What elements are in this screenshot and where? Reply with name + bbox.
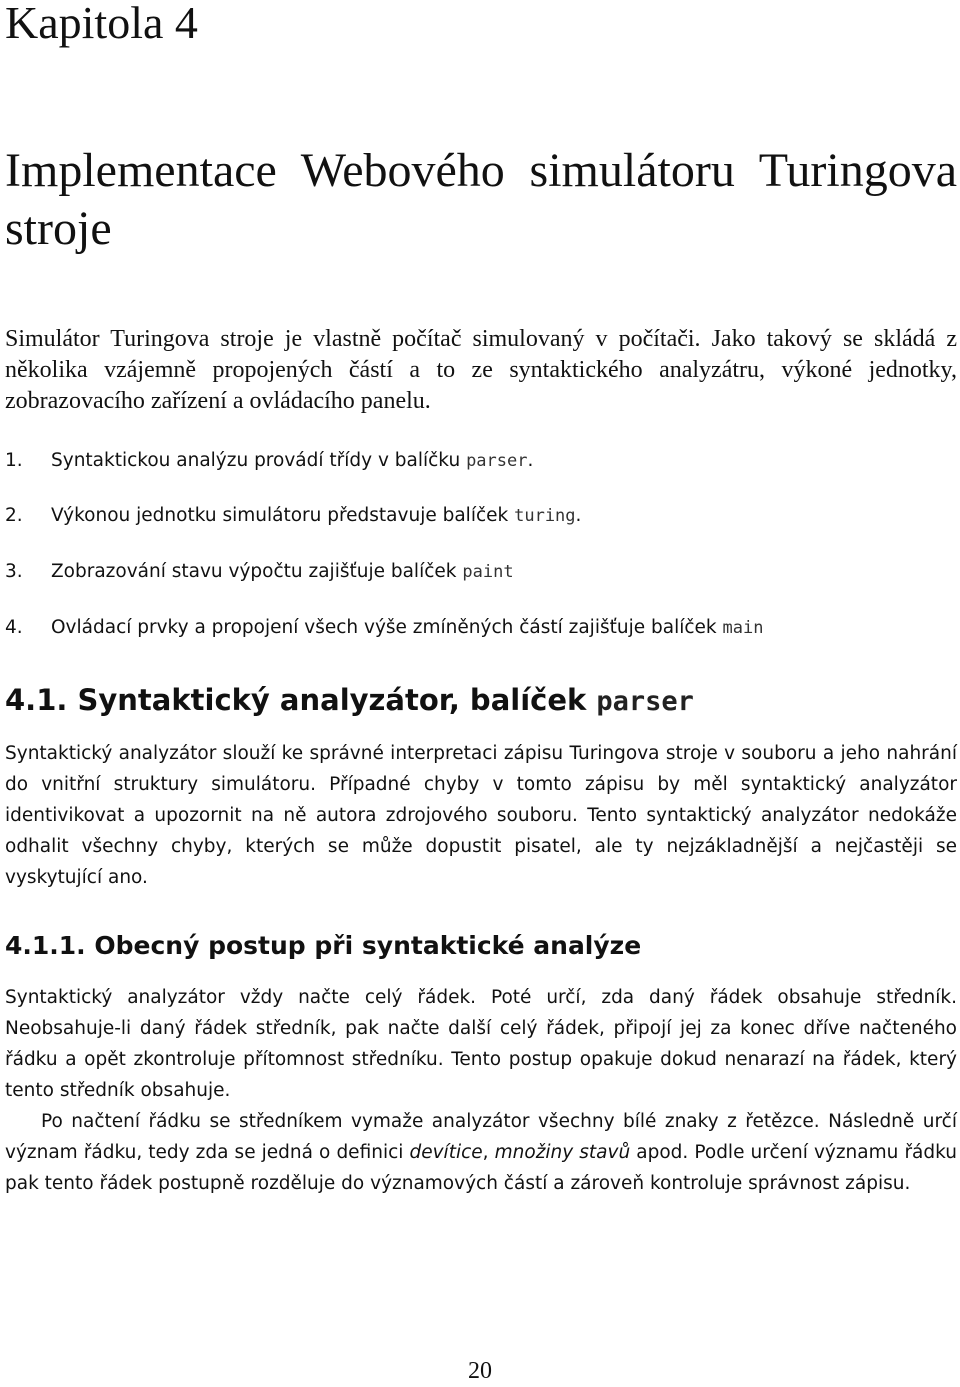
intro-paragraph: Simulátor Turingova stroje je vlastně počítač simulovaný v počítači. Jako takový se skládá z několika vzájemně propojených částí a to ze syntaktického analyzátru, výkoné jednotky, zobrazovacího zařízení a ovládacího panelu. <box>5 326 957 414</box>
paragraph-text: apod. Podle určení významu řádku pak tento řádek postupně rozděluje do významových částí a zároveň kontroluje správnost zápisu. <box>5 1142 958 1194</box>
code-turing: turing <box>514 506 576 526</box>
code-main: main <box>722 618 764 638</box>
list-text: Výkonou jednotku simulátoru představuje balíček <box>51 505 515 526</box>
list-number: 3. <box>5 561 23 582</box>
section-paragraph: Syntaktický analyzátor slouží ke správné interpretaci zápisu Turingova stroje v souboru a jeho nahrání do vnitřní struktury simulátoru. Případné chyby v tomto zápisu by měl syntaktický analyzátor identivikovat a upozornit na ně autora zdrojového souboru. Tento syntaktický analyzátor nedokáže odhalit všechny chyby, kterých se může dopustit pisatel, ale ty nejzákladnější a nejčastěji se vyskytující ano. <box>5 743 957 888</box>
list-item <box>5 613 957 643</box>
section-heading-code: parser <box>596 686 694 717</box>
page-number: 20 <box>468 1358 492 1384</box>
list-suffix: . <box>527 450 534 471</box>
list-number: 2. <box>5 505 23 526</box>
paragraph-text: Po načtení řádku se středníkem vymaže analyzátor všechny bílé znaky z řetězce. Následně určí význam řádku, tedy zda se jedná o definici <box>5 1111 957 1163</box>
list-text: Ovládací prvky a propojení všech výše zmíněných částí zajišťuje balíček <box>51 617 723 638</box>
list-item <box>5 557 957 587</box>
chapter-title: Implementace Webového simulátoru Turingova stroje <box>5 144 957 255</box>
chapter-label: Kapitola 4 <box>5 0 198 48</box>
list-suffix: . <box>575 505 582 526</box>
section-heading-text: 4.1. Syntaktický analyzátor, balíček <box>5 683 597 717</box>
list-number: 1. <box>5 450 23 471</box>
list-text: Zobrazování stavu výpočtu zajišťuje balíček <box>51 561 463 582</box>
list-number: 4. <box>5 617 23 638</box>
code-paint: paint <box>462 562 514 582</box>
list-item <box>5 446 957 476</box>
list-item <box>5 501 957 531</box>
subsection-paragraph-2 <box>5 1106 957 1199</box>
subsection-paragraph-1: Syntaktický analyzátor vždy načte celý řádek. Poté určí, zda daný řádek obsahuje středník. Neobsahuje-li daný řádek středník, pak načte další celý řádek, připojí jej za konec dříve načteného řádku a opět zkontroluje přítomnost středníku. Tento postup opakuje dokud nenarazí na řádek, který tento středník obsahuje. <box>5 987 957 1101</box>
subsection-heading: 4.1.1. Obecný postup při syntaktické analýze <box>5 931 642 960</box>
code-parser: parser <box>466 451 528 471</box>
paragraph-text: , <box>482 1142 495 1163</box>
section-heading <box>5 680 694 722</box>
list-text: Syntaktickou analýzu provádí třídy v balíčku <box>51 450 467 471</box>
emphasis-term: devítice <box>409 1142 483 1163</box>
emphasis-term: množiny stavů <box>494 1142 631 1163</box>
